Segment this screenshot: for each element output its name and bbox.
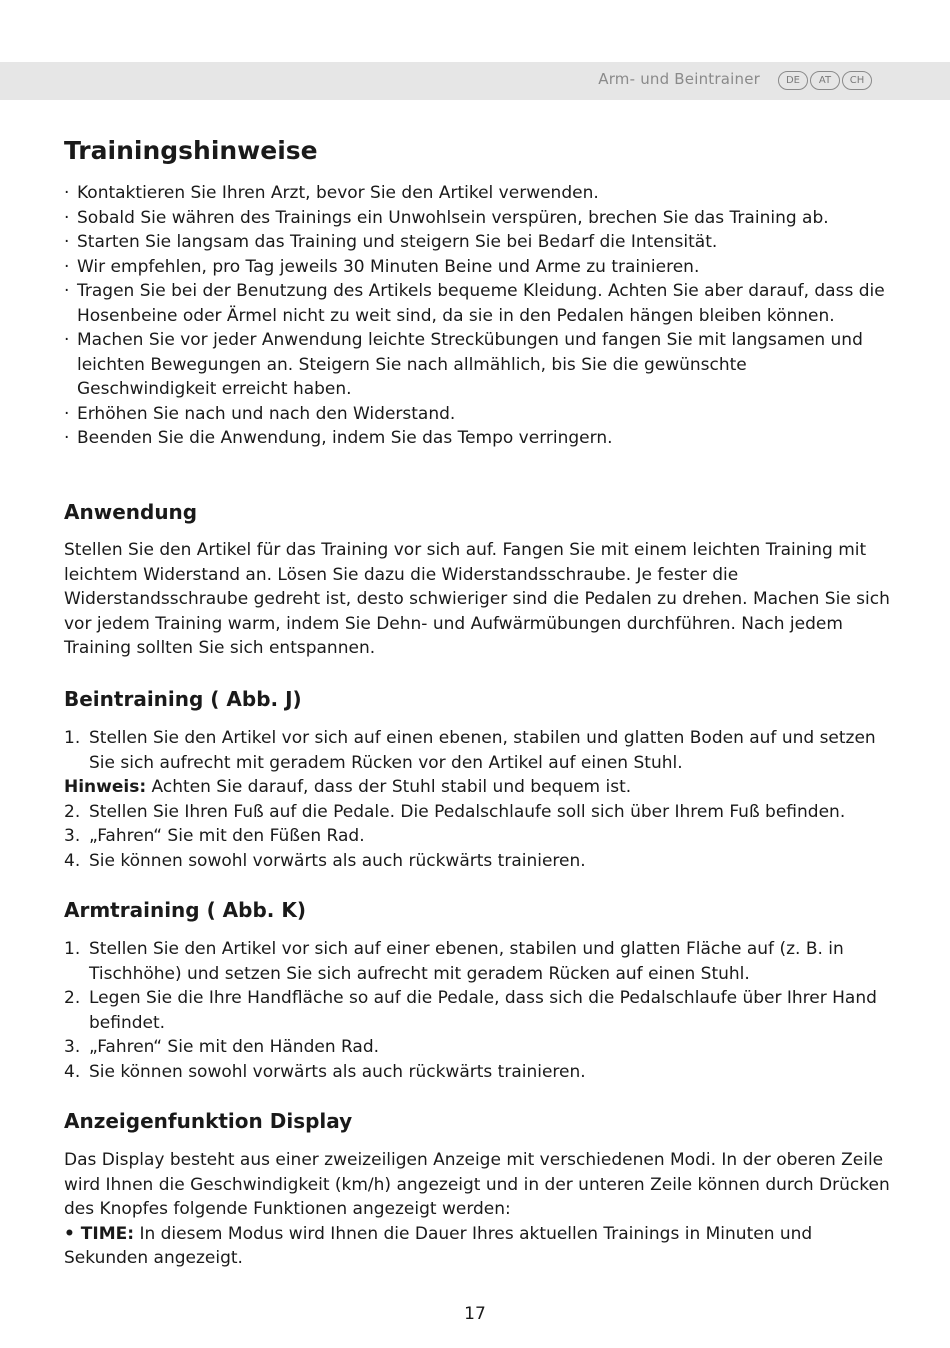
armtraining-steps [64,937,890,1084]
language-badge-at: AT [810,71,840,90]
step-text: Stellen Sie den Artikel vor sich auf einer ebenen, stabilen und glatten Fläche auf (z. B. in Tischhöhe) und setzen Sie sich aufrecht mit geradem Rücken auf einen Stuhl. [89,939,844,984]
step-number: 2. [64,988,81,1008]
time-label: • TIME: [64,1223,135,1244]
step-text: „Fahren“ Sie mit den Händen Rad. [89,1037,380,1057]
list-item: · Kontaktieren Sie Ihren Arzt, bevor Sie den Artikel verwenden. [64,181,890,206]
step-text: „Fahren“ Sie mit den Füßen Rad. [89,826,365,846]
list-item: · Machen Sie vor jeder Anwendung leichte Streckübungen und fangen Sie mit langsamen und leichten Bewegungen an. Steigern Sie nach allmählich, bis Sie die gewünschte Geschwindigkeit erreicht haben. [64,328,890,402]
step-number: 4. [64,850,81,871]
list-item: · Sobald Sie währen des Trainings ein Unwohlsein verspüren, brechen Sie das Training ab. [64,206,890,231]
list-item: · Tragen Sie bei der Benutzung des Artikels bequeme Kleidung. Achten Sie aber darauf, dass die Hosenbeine oder Ärmel nicht zu weit sind, da sie in den Pedalen hängen bleiben können. [64,279,890,328]
step-text: Sie können sowohl vorwärts als auch rückwärts trainieren. [89,1061,586,1082]
page-number: 17 [464,1304,486,1324]
list-item [64,937,890,986]
display-time-item [64,1222,890,1271]
note-text: Achten Sie darauf, dass der Stuhl stabil und bequem ist. [151,777,632,797]
language-badge-ch: CH [842,71,872,90]
step-number: 1. [64,939,81,959]
step-text: Stellen Sie den Artikel vor sich auf einen ebenen, stabilen und glatten Boden auf und setzen Sie sich aufrecht mit geradem Rücken vor den Artikel auf einen Stuhl. [89,728,876,773]
display-section [64,1148,890,1271]
step-text: Sie können sowohl vorwärts als auch rückwärts trainieren. [89,850,586,871]
list-item [64,800,890,825]
list-item [64,1035,890,1060]
list-item [64,986,890,1035]
step-number: 3. [64,826,81,846]
anwendung-paragraph: Stellen Sie den Artikel für das Training vor sich auf. Fangen Sie mit einem leichten Training mit leichtem Widerstand an. Lösen Sie dazu die Widerstandsschraube. Je fester die Widerstandsschraube gedreht ist, desto schwieriger sind die Pedalen zu drehen. Machen Sie sich vor jedem Training warm, indem Sie Dehn- und Aufwärmübungen durchführen. Nach jedem Training sollten Sie sich entspannen. [64,540,890,658]
header-title: Arm- und Beintrainer [598,70,760,88]
language-badge-de: DE [778,71,808,90]
step-number: 4. [64,1061,81,1082]
list-item: · Erhöhen Sie nach und nach den Widerstand. [64,402,890,427]
time-text: In diesem Modus wird Ihnen die Dauer Ihres aktuellen Trainings in Minuten und Sekunden angezeigt. [64,1223,813,1268]
note-label: Hinweis: [64,777,147,797]
list-item: · Starten Sie langsam das Training und steigern Sie bei Bedarf die Intensität. [64,230,890,255]
step-number: 1. [64,728,81,748]
step-number: 2. [64,801,81,822]
section-title-training: Trainingshinweise [64,136,318,165]
step-text: Legen Sie die Ihre Handfläche so auf die Pedale, dass sich die Pedalschlaufe über Ihrer Hand befindet. [89,988,877,1033]
list-item [64,1060,890,1085]
section-title-display: Anzeigenfunktion Display [64,1109,353,1133]
list-item: · Wir empfehlen, pro Tag jeweils 30 Minuten Beine und Arme zu trainieren. [64,255,890,280]
beintraining-steps [64,726,890,873]
training-list [64,181,890,451]
language-badges [778,71,872,90]
list-item [64,726,890,775]
section-title-beintraining: Beintraining ( Abb. J) [64,687,302,711]
step-text: Stellen Sie Ihren Fuß auf die Pedale. Die Pedalschlaufe soll sich über Ihrem Fuß befinden. [89,801,846,822]
note [64,775,890,800]
section-title-armtraining: Armtraining ( Abb. K) [64,898,306,922]
display-paragraph: Das Display besteht aus einer zweizeiligen Anzeige mit verschiedenen Modi. In der oberen Zeile wird Ihnen die Geschwindigkeit (km/h) angezeigt und in der unteren Zeile können durch Drücken des Knopfes folgende Funktionen angezeigt werden: [64,1150,890,1219]
list-item: · Beenden Sie die Anwendung, indem Sie das Tempo verringern. [64,426,890,451]
step-number: 3. [64,1037,81,1057]
list-item [64,849,890,874]
section-title-anwendung: Anwendung [64,500,198,524]
list-item [64,824,890,849]
